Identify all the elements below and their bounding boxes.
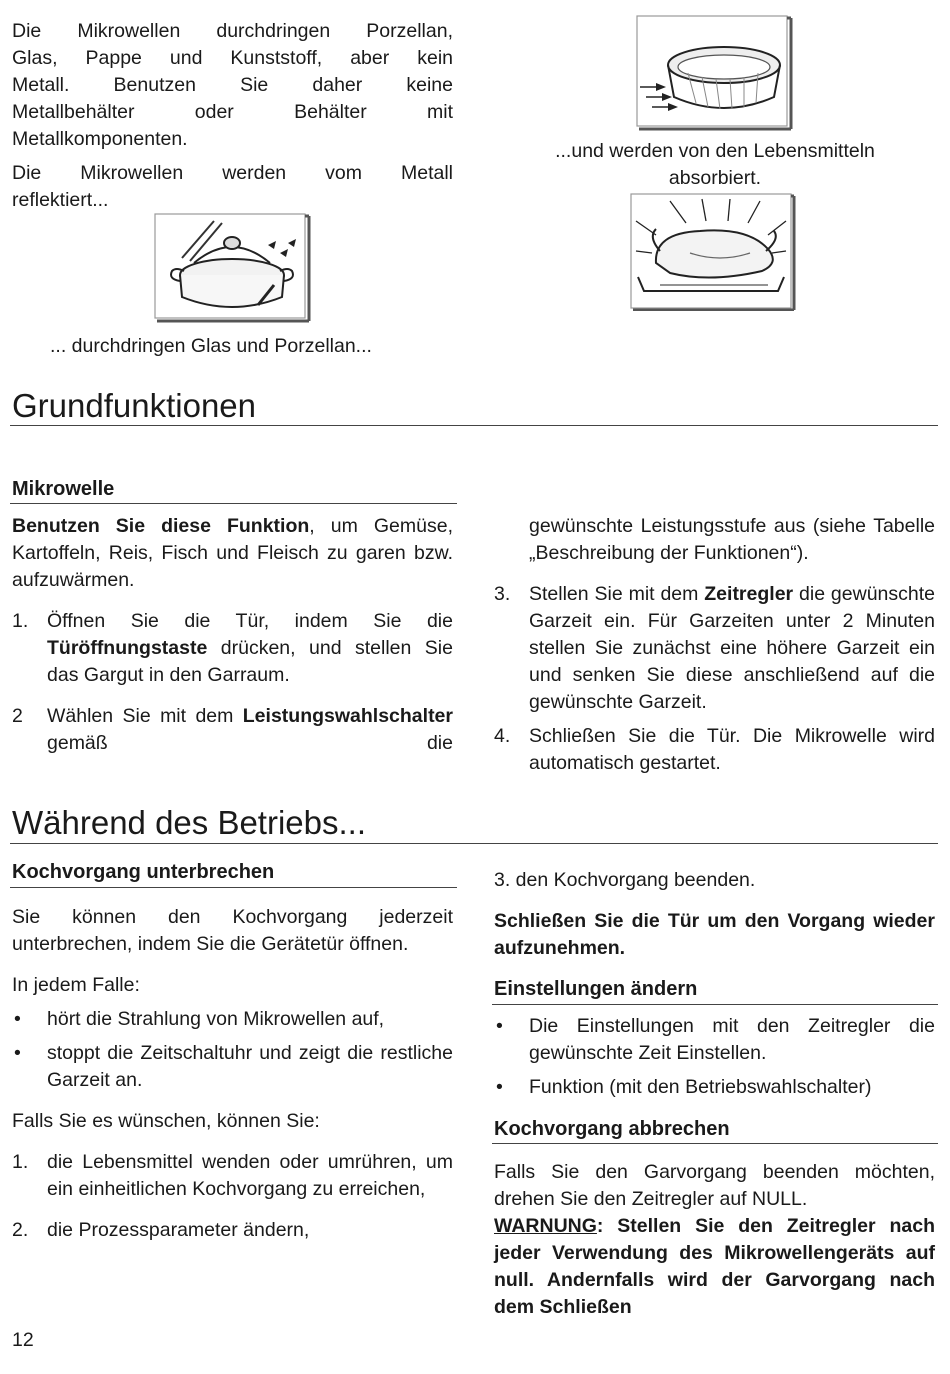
section-heading-betrieb: Während des Betriebs...: [12, 804, 367, 841]
step-text: Schließen Sie die Tür. Die Mikrowelle wird automatisch gestartet.: [529, 725, 935, 774]
step-number: 2: [12, 705, 23, 727]
step-text: die gewünschte Garzeit ein. Für Garzeiten unter 2 Minuten stellen Sie zunächst eine höhere Garzeit ein und senken Sie diese anschließend auf die gewünschte Garzeit.: [529, 583, 935, 713]
intro-line: Metall. Benutzen Sie daher keine: [12, 74, 453, 96]
step-text: Stellen Sie mit dem: [529, 583, 705, 605]
reflect-line: reflektiert...: [12, 189, 109, 211]
step-number: 1.: [12, 610, 29, 632]
bullet-text: hört die Strahlung von Mikrowellen auf,: [47, 1008, 385, 1030]
subheading-change-settings: Einstellungen ändern: [494, 978, 698, 1000]
intro-line: Die Mikrowellen durchdringen Porzellan,: [12, 20, 453, 42]
function-intro-rest: , um Gemüse, Kartoffeln, Reis, Fisch und Fleisch zu garen bzw. aufzuwärmen.: [12, 515, 453, 591]
option-number: 1.: [12, 1151, 29, 1173]
section2-right-column: [494, 867, 935, 976]
section-heading-rule: [10, 425, 938, 426]
step-2: [12, 703, 453, 757]
option-item: [12, 1217, 453, 1244]
step-3: [494, 581, 935, 716]
step-text: drücken, und stellen Sie das Gargut in den Garraum.: [47, 637, 453, 686]
subheading-interrupt: Kochvorgang unterbrechen: [12, 861, 275, 883]
warning-label: WARNUNG: [494, 1215, 597, 1237]
step-text: Wählen Sie mit dem: [47, 705, 243, 727]
option-text: die Lebensmittel wenden oder umrühren, um ein einheitlichen Kochvorgang zu erreichen,: [47, 1151, 453, 1200]
interrupt-paragraph: Sie können den Kochvorgang jederzeit unterbrechen, indem Sie die Gerätetür öffnen.: [12, 906, 453, 955]
metal-pot-illustration: [154, 213, 312, 323]
function-intro-bold: Benutzen Sie diese Funktion: [12, 515, 310, 537]
bullet-icon: •: [496, 1015, 503, 1037]
function-intro: [12, 513, 453, 594]
step-2-continued: gewünschte Leistungsstufe aus (siehe Tabelle „Beschreibung der Funktionen“).: [529, 515, 935, 564]
intro-text-block: [12, 18, 453, 214]
subheading-rule: [492, 1143, 938, 1144]
subheading-cancel: Kochvorgang abbrechen: [494, 1118, 730, 1140]
section2-left-column: [12, 904, 453, 1244]
absorb-caption: [520, 138, 910, 192]
step-text-bold: Türöffnungstaste: [47, 637, 208, 659]
step-4: [494, 723, 935, 777]
bullet-text: stoppt die Zeitschaltuhr und zeigt die restliche Garzeit an.: [47, 1042, 453, 1091]
bullet-text: Die Einstellungen mit den Zeitregler die gewünschte Zeit Einstellen.: [529, 1015, 935, 1064]
step-number: 4.: [494, 725, 511, 747]
change-settings-list: [494, 1013, 935, 1101]
warning-paragraph: [494, 1213, 935, 1321]
absorb-caption-line-2: absorbiert.: [668, 167, 762, 189]
section-heading-rule: [10, 843, 938, 844]
option-item: [12, 1149, 453, 1203]
glass-caption: ... durchdringen Glas und Porzellan...: [50, 335, 372, 357]
bullet-icon: •: [14, 1008, 21, 1030]
close-door-note: Schließen Sie die Tür um den Vorgang wieder aufzunehmen.: [494, 910, 935, 959]
glass-dish-illustration: [636, 15, 794, 133]
subheading-rule: [10, 503, 457, 504]
subheading-mikrowelle: Mikrowelle: [12, 478, 115, 500]
section1-right-column: [494, 513, 935, 777]
bullet-item: [494, 1013, 935, 1067]
bullet-item: [494, 1074, 935, 1101]
cancel-block: [494, 1159, 935, 1321]
step-number: 3.: [494, 583, 511, 605]
bullet-icon: •: [496, 1076, 503, 1098]
if-you-wish: Falls Sie es wünschen, können Sie:: [12, 1110, 320, 1132]
warning-text: : Stellen Sie den Zeitregler nach jeder Verwendung des Mikrowellengeräts auf null. Andernfalls wird der Garvorgang nach dem Schließen: [494, 1215, 935, 1318]
in-any-case: In jedem Falle:: [12, 974, 140, 996]
reflect-line: Die Mikrowellen werden vom Metall: [12, 162, 453, 184]
bullet-item: [12, 1040, 453, 1094]
bullet-item: [12, 1006, 453, 1033]
absorb-caption-line-1: ...und werden von den Lebensmitteln: [555, 140, 875, 162]
food-absorb-illustration: [630, 193, 796, 311]
intro-line: Metallkomponenten.: [12, 128, 188, 150]
option-text: die Prozessparameter ändern,: [47, 1219, 310, 1241]
bullet-icon: •: [14, 1042, 21, 1064]
subheading-rule: [492, 1004, 938, 1005]
step-text-bold: Zeitregler: [704, 583, 794, 605]
page-number: 12: [12, 1329, 34, 1351]
bullet-text: Funktion (mit den Betriebswahlschalter): [529, 1076, 872, 1098]
subheading-rule: [10, 887, 457, 888]
option-3: 3. den Kochvorgang beenden.: [494, 869, 756, 891]
step-text-bold: Leistungswahlschalter: [242, 705, 453, 727]
cancel-paragraph: Falls Sie den Garvorgang beenden möchten, drehen Sie den Zeitregler auf NULL.: [494, 1161, 935, 1210]
step-text: gemäß die: [47, 732, 453, 754]
section-heading-grundfunktionen: Grundfunktionen: [12, 387, 257, 424]
section1-left-column: [12, 513, 453, 757]
intro-line: Metallbehälter oder Behälter mit: [12, 101, 453, 123]
step-text: Öffnen Sie die Tür, indem Sie die: [47, 610, 453, 632]
step-1: [12, 608, 453, 689]
intro-line: Glas, Pappe und Kunststoff, aber kein: [12, 47, 453, 69]
option-number: 2.: [12, 1219, 29, 1241]
